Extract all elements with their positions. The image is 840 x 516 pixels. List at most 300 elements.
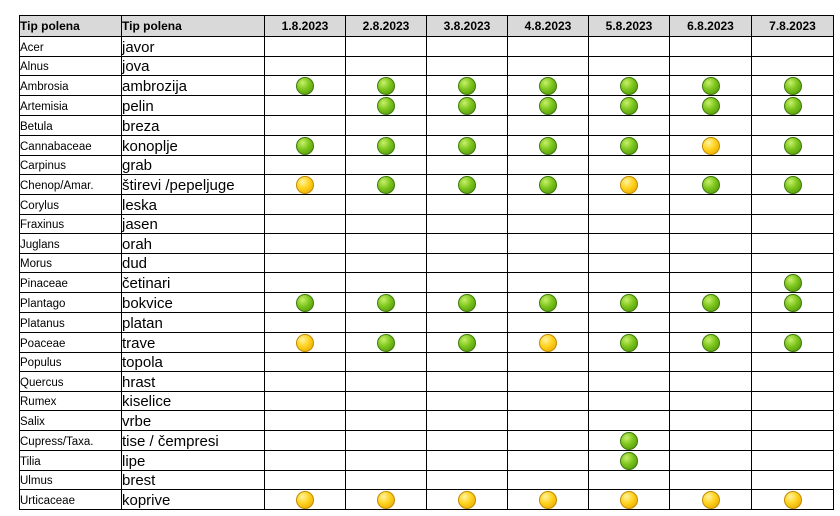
green-dot-icon (377, 176, 395, 194)
pollen-level-cell (427, 175, 508, 195)
yellow-dot-icon (458, 491, 476, 509)
green-dot-icon (296, 137, 314, 155)
latin-name-cell: Rumex (20, 391, 122, 411)
table-row (20, 116, 834, 136)
pollen-level-cell (346, 214, 427, 234)
pollen-level-cell (508, 411, 589, 431)
pollen-level-cell (427, 116, 508, 136)
pollen-level-cell (427, 470, 508, 490)
pollen-level-cell (265, 76, 346, 96)
pollen-level-cell (508, 253, 589, 273)
pollen-level-cell (265, 430, 346, 450)
green-dot-icon (620, 432, 638, 450)
pollen-level-cell (589, 273, 670, 293)
pollen-level-cell (589, 135, 670, 155)
local-name-cell: topola (122, 352, 265, 372)
pollen-level-cell (670, 313, 752, 333)
local-name-cell: štirevi /pepeljuge (122, 175, 265, 195)
pollen-level-cell (427, 195, 508, 215)
green-dot-icon (620, 77, 638, 95)
pollen-level-cell (508, 490, 589, 510)
pollen-level-cell (265, 391, 346, 411)
yellow-dot-icon (296, 491, 314, 509)
pollen-level-cell (346, 155, 427, 175)
pollen-level-cell (427, 234, 508, 254)
pollen-level-cell (508, 37, 589, 57)
pollen-level-cell (346, 490, 427, 510)
pollen-level-cell (427, 352, 508, 372)
yellow-dot-icon (296, 334, 314, 352)
green-dot-icon (702, 77, 720, 95)
pollen-level-cell (670, 155, 752, 175)
pollen-level-cell (670, 175, 752, 195)
pollen-level-cell (589, 76, 670, 96)
header-date: 4.8.2023 (508, 16, 589, 37)
pollen-level-cell (346, 76, 427, 96)
pollen-level-cell (589, 450, 670, 470)
table-row (20, 293, 834, 313)
pollen-level-cell (346, 195, 427, 215)
table-row (20, 391, 834, 411)
pollen-level-cell (589, 430, 670, 450)
pollen-level-cell (589, 313, 670, 333)
pollen-level-cell (670, 76, 752, 96)
pollen-level-cell (670, 195, 752, 215)
latin-name-cell: Populus (20, 352, 122, 372)
table-row (20, 372, 834, 392)
pollen-level-cell (265, 37, 346, 57)
local-name-cell: hrast (122, 372, 265, 392)
pollen-level-cell (752, 273, 834, 293)
local-name-cell: konoplje (122, 135, 265, 155)
table-row (20, 332, 834, 352)
yellow-dot-icon (539, 334, 557, 352)
latin-name-cell: Alnus (20, 56, 122, 76)
pollen-level-cell (265, 273, 346, 293)
latin-name-cell: Chenop/Amar. (20, 175, 122, 195)
green-dot-icon (296, 294, 314, 312)
pollen-level-cell (346, 135, 427, 155)
green-dot-icon (539, 77, 557, 95)
table-row (20, 411, 834, 431)
latin-name-cell: Cannabaceae (20, 135, 122, 155)
table-row (20, 352, 834, 372)
pollen-level-cell (508, 214, 589, 234)
pollen-level-cell (265, 195, 346, 215)
pollen-level-cell (265, 490, 346, 510)
pollen-level-cell (265, 411, 346, 431)
local-name-cell: trave (122, 332, 265, 352)
local-name-cell: breza (122, 116, 265, 136)
pollen-level-cell (670, 470, 752, 490)
pollen-level-cell (265, 234, 346, 254)
pollen-level-cell (589, 490, 670, 510)
pollen-level-cell (346, 470, 427, 490)
pollen-level-cell (265, 352, 346, 372)
green-dot-icon (620, 452, 638, 470)
latin-name-cell: Betula (20, 116, 122, 136)
green-dot-icon (784, 137, 802, 155)
pollen-level-cell (752, 293, 834, 313)
local-name-cell: leska (122, 195, 265, 215)
pollen-level-cell (589, 293, 670, 313)
table-row (20, 253, 834, 273)
green-dot-icon (539, 137, 557, 155)
pollen-level-cell (589, 116, 670, 136)
local-name-cell: lipe (122, 450, 265, 470)
pollen-level-cell (589, 391, 670, 411)
local-name-cell: tise / čempresi (122, 430, 265, 450)
pollen-level-cell (589, 234, 670, 254)
pollen-level-cell (427, 450, 508, 470)
latin-name-cell: Pinaceae (20, 273, 122, 293)
pollen-level-cell (589, 56, 670, 76)
pollen-level-cell (346, 411, 427, 431)
pollen-level-cell (670, 56, 752, 76)
yellow-dot-icon (296, 176, 314, 194)
pollen-level-cell (508, 56, 589, 76)
pollen-level-cell (265, 56, 346, 76)
local-name-cell: koprive (122, 490, 265, 510)
table-row (20, 155, 834, 175)
local-name-cell: bokvice (122, 293, 265, 313)
table-row (20, 214, 834, 234)
green-dot-icon (539, 97, 557, 115)
pollen-level-cell (265, 313, 346, 333)
pollen-level-cell (670, 96, 752, 116)
pollen-table (19, 15, 834, 510)
pollen-level-cell (752, 234, 834, 254)
pollen-level-cell (670, 352, 752, 372)
green-dot-icon (784, 274, 802, 292)
green-dot-icon (784, 77, 802, 95)
pollen-level-cell (508, 313, 589, 333)
green-dot-icon (458, 137, 476, 155)
local-name-cell: brest (122, 470, 265, 490)
local-name-cell: vrbe (122, 411, 265, 431)
pollen-level-cell (508, 135, 589, 155)
local-name-cell: dud (122, 253, 265, 273)
green-dot-icon (702, 176, 720, 194)
local-name-cell: platan (122, 313, 265, 333)
latin-name-cell: Carpinus (20, 155, 122, 175)
green-dot-icon (784, 334, 802, 352)
green-dot-icon (377, 334, 395, 352)
pollen-level-cell (752, 175, 834, 195)
pollen-table-body (20, 37, 834, 510)
pollen-level-cell (346, 391, 427, 411)
pollen-level-cell (346, 332, 427, 352)
table-row (20, 273, 834, 293)
latin-name-cell: Corylus (20, 195, 122, 215)
latin-name-cell: Fraxinus (20, 214, 122, 234)
green-dot-icon (377, 137, 395, 155)
table-row (20, 56, 834, 76)
header-row (20, 16, 834, 37)
latin-name-cell: Ambrosia (20, 76, 122, 96)
pollen-level-cell (508, 155, 589, 175)
pollen-level-cell (265, 372, 346, 392)
pollen-level-cell (670, 430, 752, 450)
local-name-cell: javor (122, 37, 265, 57)
table-row (20, 37, 834, 57)
pollen-level-cell (265, 116, 346, 136)
pollen-level-cell (508, 450, 589, 470)
pollen-level-cell (265, 332, 346, 352)
pollen-level-cell (346, 430, 427, 450)
local-name-cell: orah (122, 234, 265, 254)
pollen-level-cell (265, 293, 346, 313)
local-name-cell: jova (122, 56, 265, 76)
green-dot-icon (458, 176, 476, 194)
pollen-level-cell (346, 96, 427, 116)
pollen-level-cell (427, 253, 508, 273)
table-row (20, 313, 834, 333)
pollen-level-cell (670, 37, 752, 57)
pollen-level-cell (346, 253, 427, 273)
latin-name-cell: Acer (20, 37, 122, 57)
pollen-level-cell (508, 234, 589, 254)
pollen-level-cell (265, 96, 346, 116)
pollen-level-cell (752, 56, 834, 76)
pollen-level-cell (427, 490, 508, 510)
pollen-level-cell (265, 214, 346, 234)
pollen-level-cell (427, 76, 508, 96)
pollen-level-cell (346, 372, 427, 392)
pollen-level-cell (427, 372, 508, 392)
pollen-level-cell (346, 313, 427, 333)
pollen-level-cell (265, 155, 346, 175)
yellow-dot-icon (620, 491, 638, 509)
pollen-level-cell (752, 135, 834, 155)
pollen-level-cell (427, 56, 508, 76)
pollen-level-cell (427, 273, 508, 293)
green-dot-icon (377, 97, 395, 115)
pollen-level-cell (589, 253, 670, 273)
yellow-dot-icon (784, 491, 802, 509)
green-dot-icon (377, 77, 395, 95)
latin-name-cell: Platanus (20, 313, 122, 333)
table-row (20, 135, 834, 155)
pollen-level-cell (752, 76, 834, 96)
pollen-level-cell (752, 332, 834, 352)
pollen-level-cell (752, 490, 834, 510)
pollen-level-cell (752, 430, 834, 450)
pollen-level-cell (752, 372, 834, 392)
pollen-level-cell (589, 470, 670, 490)
pollen-level-cell (346, 175, 427, 195)
pollen-level-cell (508, 195, 589, 215)
green-dot-icon (458, 294, 476, 312)
pollen-level-cell (427, 391, 508, 411)
pollen-level-cell (752, 155, 834, 175)
table-row (20, 450, 834, 470)
latin-name-cell: Tilia (20, 450, 122, 470)
pollen-level-cell (508, 391, 589, 411)
latin-name-cell: Artemisia (20, 96, 122, 116)
pollen-level-cell (508, 273, 589, 293)
table-row (20, 175, 834, 195)
pollen-level-cell (508, 430, 589, 450)
green-dot-icon (620, 294, 638, 312)
pollen-level-cell (346, 37, 427, 57)
table-row (20, 76, 834, 96)
green-dot-icon (458, 77, 476, 95)
local-name-cell: ambrozija (122, 76, 265, 96)
pollen-level-cell (752, 116, 834, 136)
pollen-level-cell (670, 116, 752, 136)
pollen-level-cell (752, 450, 834, 470)
local-name-cell: četinari (122, 273, 265, 293)
latin-name-cell: Juglans (20, 234, 122, 254)
pollen-level-cell (508, 372, 589, 392)
pollen-level-cell (346, 273, 427, 293)
pollen-level-cell (346, 450, 427, 470)
pollen-level-cell (752, 195, 834, 215)
pollen-level-cell (427, 430, 508, 450)
latin-name-cell: Cupress/Taxa. (20, 430, 122, 450)
pollen-level-cell (508, 116, 589, 136)
pollen-level-cell (752, 96, 834, 116)
pollen-level-cell (265, 470, 346, 490)
green-dot-icon (296, 77, 314, 95)
pollen-level-cell (670, 253, 752, 273)
header-latin-name: Tip polena (20, 16, 122, 37)
pollen-level-cell (508, 96, 589, 116)
pollen-level-cell (752, 411, 834, 431)
green-dot-icon (784, 294, 802, 312)
yellow-dot-icon (539, 491, 557, 509)
latin-name-cell: Quercus (20, 372, 122, 392)
table-row (20, 430, 834, 450)
pollen-level-cell (752, 391, 834, 411)
pollen-level-cell (346, 352, 427, 372)
pollen-level-cell (427, 96, 508, 116)
pollen-level-cell (346, 116, 427, 136)
pollen-level-cell (670, 293, 752, 313)
table-row (20, 470, 834, 490)
pollen-level-cell (589, 37, 670, 57)
header-local-name: Tip polena (122, 16, 265, 37)
table-row (20, 490, 834, 510)
latin-name-cell: Morus (20, 253, 122, 273)
pollen-level-cell (346, 293, 427, 313)
pollen-level-cell (346, 234, 427, 254)
green-dot-icon (377, 294, 395, 312)
green-dot-icon (620, 97, 638, 115)
pollen-level-cell (670, 332, 752, 352)
green-dot-icon (458, 97, 476, 115)
green-dot-icon (539, 294, 557, 312)
pollen-level-cell (427, 37, 508, 57)
pollen-level-cell (427, 155, 508, 175)
pollen-level-cell (265, 135, 346, 155)
local-name-cell: jasen (122, 214, 265, 234)
green-dot-icon (702, 334, 720, 352)
pollen-level-cell (427, 332, 508, 352)
pollen-level-cell (670, 135, 752, 155)
pollen-level-cell (589, 332, 670, 352)
header-date: 2.8.2023 (346, 16, 427, 37)
pollen-level-cell (508, 293, 589, 313)
pollen-level-cell (427, 411, 508, 431)
pollen-level-cell (589, 214, 670, 234)
pollen-level-cell (427, 313, 508, 333)
header-date: 5.8.2023 (589, 16, 670, 37)
pollen-level-cell (670, 391, 752, 411)
pollen-level-cell (670, 234, 752, 254)
green-dot-icon (539, 176, 557, 194)
pollen-level-cell (589, 175, 670, 195)
pollen-level-cell (508, 470, 589, 490)
pollen-level-cell (670, 273, 752, 293)
pollen-level-cell (752, 214, 834, 234)
pollen-level-cell (508, 175, 589, 195)
pollen-level-cell (589, 372, 670, 392)
header-date: 3.8.2023 (427, 16, 508, 37)
pollen-level-cell (752, 313, 834, 333)
local-name-cell: kiselice (122, 391, 265, 411)
pollen-level-cell (589, 155, 670, 175)
yellow-dot-icon (702, 491, 720, 509)
pollen-level-cell (508, 332, 589, 352)
pollen-level-cell (508, 76, 589, 96)
table-row (20, 234, 834, 254)
green-dot-icon (702, 97, 720, 115)
green-dot-icon (784, 97, 802, 115)
pollen-level-cell (670, 450, 752, 470)
green-dot-icon (784, 176, 802, 194)
pollen-level-cell (752, 352, 834, 372)
header-date: 6.8.2023 (670, 16, 752, 37)
pollen-level-cell (589, 96, 670, 116)
latin-name-cell: Ulmus (20, 470, 122, 490)
local-name-cell: pelin (122, 96, 265, 116)
pollen-level-cell (670, 214, 752, 234)
green-dot-icon (620, 334, 638, 352)
pollen-level-cell (427, 135, 508, 155)
yellow-dot-icon (620, 176, 638, 194)
pollen-level-cell (670, 490, 752, 510)
pollen-level-cell (589, 411, 670, 431)
pollen-level-cell (508, 352, 589, 372)
pollen-level-cell (427, 293, 508, 313)
pollen-level-cell (346, 56, 427, 76)
green-dot-icon (702, 294, 720, 312)
pollen-level-cell (427, 214, 508, 234)
latin-name-cell: Plantago (20, 293, 122, 313)
header-date: 1.8.2023 (265, 16, 346, 37)
pollen-level-cell (265, 450, 346, 470)
table-row (20, 195, 834, 215)
latin-name-cell: Salix (20, 411, 122, 431)
green-dot-icon (620, 137, 638, 155)
pollen-level-cell (752, 470, 834, 490)
table-row (20, 96, 834, 116)
yellow-dot-icon (377, 491, 395, 509)
pollen-level-cell (589, 195, 670, 215)
yellow-dot-icon (702, 137, 720, 155)
pollen-level-cell (670, 372, 752, 392)
latin-name-cell: Poaceae (20, 332, 122, 352)
pollen-level-cell (265, 253, 346, 273)
pollen-level-cell (752, 37, 834, 57)
green-dot-icon (458, 334, 476, 352)
pollen-level-cell (265, 175, 346, 195)
latin-name-cell: Urticaceae (20, 490, 122, 510)
header-date: 7.8.2023 (752, 16, 834, 37)
local-name-cell: grab (122, 155, 265, 175)
